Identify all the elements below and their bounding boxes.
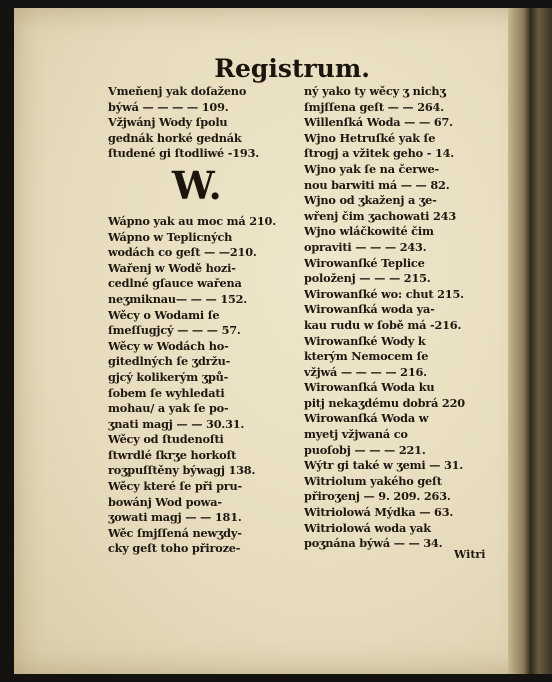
index-line: ſmjſſena geſt — — 264. — [304, 99, 444, 114]
index-line: Wirowanſká Woda ku — [304, 380, 435, 395]
index-line: neʒmiknau— — — 152. — [108, 291, 248, 306]
book-edge — [530, 8, 552, 674]
index-line: Wirowanſké wo: chut 215. — [304, 286, 464, 301]
index-line: cedlné gſauce wařena — [108, 276, 242, 291]
index-line: ſtrogj a vžitek geho - 14. — [304, 146, 455, 161]
index-column-right — [304, 84, 484, 552]
index-line: Wirowanſké Teplice — [304, 255, 425, 270]
index-line: ſtudené gi ſtodliwé -193. — [108, 146, 259, 161]
index-line: Wirowanſká woda ya- — [304, 302, 435, 317]
index-line: Wjno yak ſe na čerwe- — [304, 161, 439, 176]
index-line: mohau/ a yak ſe po- — [108, 401, 229, 416]
index-line: nou barwiti má — — 82. — [304, 177, 450, 192]
index-line: poʒnána býwá — — 34. — [304, 536, 443, 551]
index-line: přiroʒenj — 9. 209. 263. — [304, 489, 451, 504]
index-line: kau rudu w ſobě má -216. — [304, 317, 462, 332]
index-line: wodách co geſt — —210. — [108, 245, 257, 260]
section-letter-block — [108, 162, 294, 214]
index-line: ſobem ſe wyhledati — [108, 385, 225, 400]
index-line: Wýtr gi také w ʒemi — 31. — [304, 458, 464, 473]
catchword: Witri — [454, 548, 486, 561]
index-line: Vmeňenj yak doſaženo — [108, 84, 247, 98]
index-line: Willenſká Woda — — 67. — [304, 115, 453, 130]
index-line: Witriolum yakého geſt — [304, 473, 442, 488]
index-line: Wěcy o Wodami ſe — [108, 307, 220, 322]
index-line: Wěcy w Wodách ho- — [108, 338, 229, 353]
index-line: kterým Nemocem ſe — [304, 349, 429, 364]
index-line: Wařenj w Wodě hozi- — [108, 260, 236, 275]
index-line: Wjno od ʒkaženj a ʒe- — [304, 193, 437, 208]
index-line: roʒpuſſtěny býwagj 138. — [108, 463, 256, 478]
index-line: wřenj čim ʒachowati 243 — [304, 208, 456, 223]
page-title: Registrum. — [214, 54, 370, 83]
index-line: gednák horké gednák — [108, 130, 242, 145]
index-line: ʒowati magj — — 181. — [108, 510, 242, 525]
index-line: Wirowanſká Woda w — [304, 411, 429, 426]
index-line: Wápno w Teplicných — [108, 229, 233, 244]
index-line: vžjwá — — — — 216. — [304, 364, 427, 379]
index-line: cky geſt toho přiroze- — [108, 541, 241, 556]
index-line: Wirowanſké Wody k — [304, 333, 426, 348]
index-line: gjcý kolikerým ʒpů- — [108, 369, 229, 384]
index-line: puoſobj — — — 221. — [304, 442, 426, 457]
index-line: býwá — — — — 109. — [108, 99, 229, 114]
index-line: opraviti — — — 243. — [304, 239, 427, 254]
index-line: pitj nekaʒdému dobrá 220 — [304, 395, 465, 410]
left-entries-before — [108, 84, 294, 162]
index-line: gitedlných ſe ʒdržu- — [108, 354, 231, 369]
index-line: myetj vžjwaná co — [304, 427, 408, 442]
index-line: Wápno yak au moc má 210. — [108, 213, 276, 228]
index-line: ſmeſſugjcý — — — 57. — [108, 323, 241, 338]
index-line: položenj — — — 215. — [304, 271, 431, 286]
index-line: Witriolowá woda yak — [304, 520, 431, 535]
index-line: Wjno Hetruſké yak ſe — [304, 130, 436, 145]
index-line: Wěcy od ſtudenoſti — [108, 432, 224, 447]
section-letter: W. — [172, 162, 222, 208]
left-entries-after — [108, 214, 294, 557]
index-line: ný yako ty wěcy ʒ nichʒ — [304, 84, 446, 98]
index-line: Wěc ſmjſſená newʒdy- — [108, 525, 242, 540]
page-gutter — [508, 8, 530, 674]
index-line: Vžjwánj Wody ſpolu — [108, 115, 228, 130]
index-column-left — [108, 84, 294, 557]
index-line: Wěcy které ſe při pru- — [108, 479, 243, 494]
index-line: bowánj Wod powa- — [108, 494, 222, 509]
index-line: Wjno wláčkowité čim — [304, 224, 434, 239]
index-line: ſtwrdlé ſkrʒe horkoſt — [108, 447, 237, 462]
index-line: ʒnati magj — — 30.31. — [108, 416, 245, 431]
index-line: Witriolowá Mýdka — 63. — [304, 505, 454, 520]
